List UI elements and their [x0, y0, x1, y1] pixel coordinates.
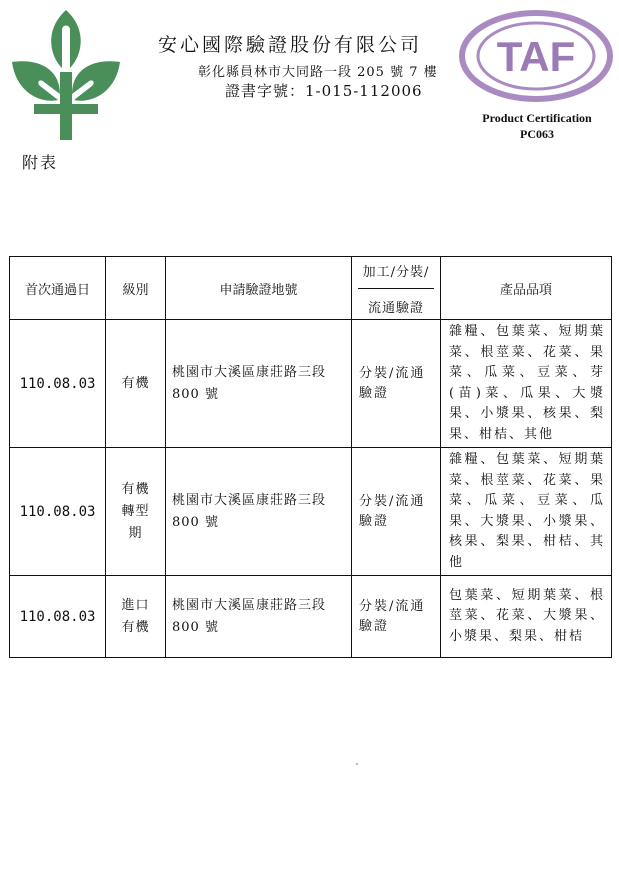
company-address: 彰化縣員林市大同路一段 205 號 7 樓 — [198, 65, 438, 80]
header-process-line1: 加工/分裝/ — [358, 261, 434, 289]
company-name: 安心國際驗證股份有限公司 — [158, 34, 423, 56]
cell-level: 有機 — [106, 320, 166, 448]
cell-process: 分裝/流通驗證 — [352, 576, 441, 658]
cell-products: 雜糧、包葉菜、短期葉菜、根莖菜、花菜、果菜、瓜菜、豆菜、瓜果、大漿果、小漿果、核果、梨果、柑桔、其他 — [441, 448, 612, 576]
header-level: 級別 — [106, 257, 166, 320]
certification-table — [9, 256, 612, 658]
appendix-label: 附表 — [22, 153, 59, 172]
taf-logo-text: TAF — [496, 33, 576, 80]
cell-products: 包葉菜、短期葉菜、根莖菜、花菜、大漿果、小漿果、梨果、柑桔 — [441, 576, 612, 658]
header-site: 申請驗證地號 — [166, 257, 352, 320]
cell-site: 桃園市大溪區康莊路三段 800 號 — [166, 448, 352, 576]
taf-logo — [458, 8, 614, 104]
scan-speck — [356, 763, 358, 765]
header-process — [352, 257, 441, 320]
table-header-row — [10, 257, 612, 320]
cell-date: 110.08.03 — [10, 576, 106, 658]
cell-products: 雜糧、包葉菜、短期葉菜、根莖菜、花菜、果菜、瓜菜、豆菜、芽(苗)菜、瓜果、大漿果、小漿果、核果、梨果、柑桔、其他 — [441, 320, 612, 448]
company-logo — [10, 8, 122, 142]
table-row — [10, 448, 612, 576]
header-products: 產品品項 — [441, 257, 612, 320]
cell-site: 桃園市大溪區康莊路三段 800 號 — [166, 320, 352, 448]
cell-date: 110.08.03 — [10, 448, 106, 576]
header-first-pass-date: 首次通過日 — [10, 257, 106, 320]
cell-process: 分裝/流通驗證 — [352, 448, 441, 576]
cell-process: 分裝/流通驗證 — [352, 320, 441, 448]
cell-date: 110.08.03 — [10, 320, 106, 448]
cell-site: 桃園市大溪區康莊路三段 800 號 — [166, 576, 352, 658]
cell-level: 有機轉型期 — [106, 448, 166, 576]
cell-level: 進口有機 — [106, 576, 166, 658]
product-certification-label: Product Certification — [482, 111, 592, 125]
table-row — [10, 320, 612, 448]
table-row — [10, 576, 612, 658]
header-process-line2: 流通驗證 — [367, 300, 424, 316]
certificate-number: 證書字號：1-015-112006 — [225, 82, 423, 100]
product-certification-code: PC063 — [520, 127, 554, 141]
